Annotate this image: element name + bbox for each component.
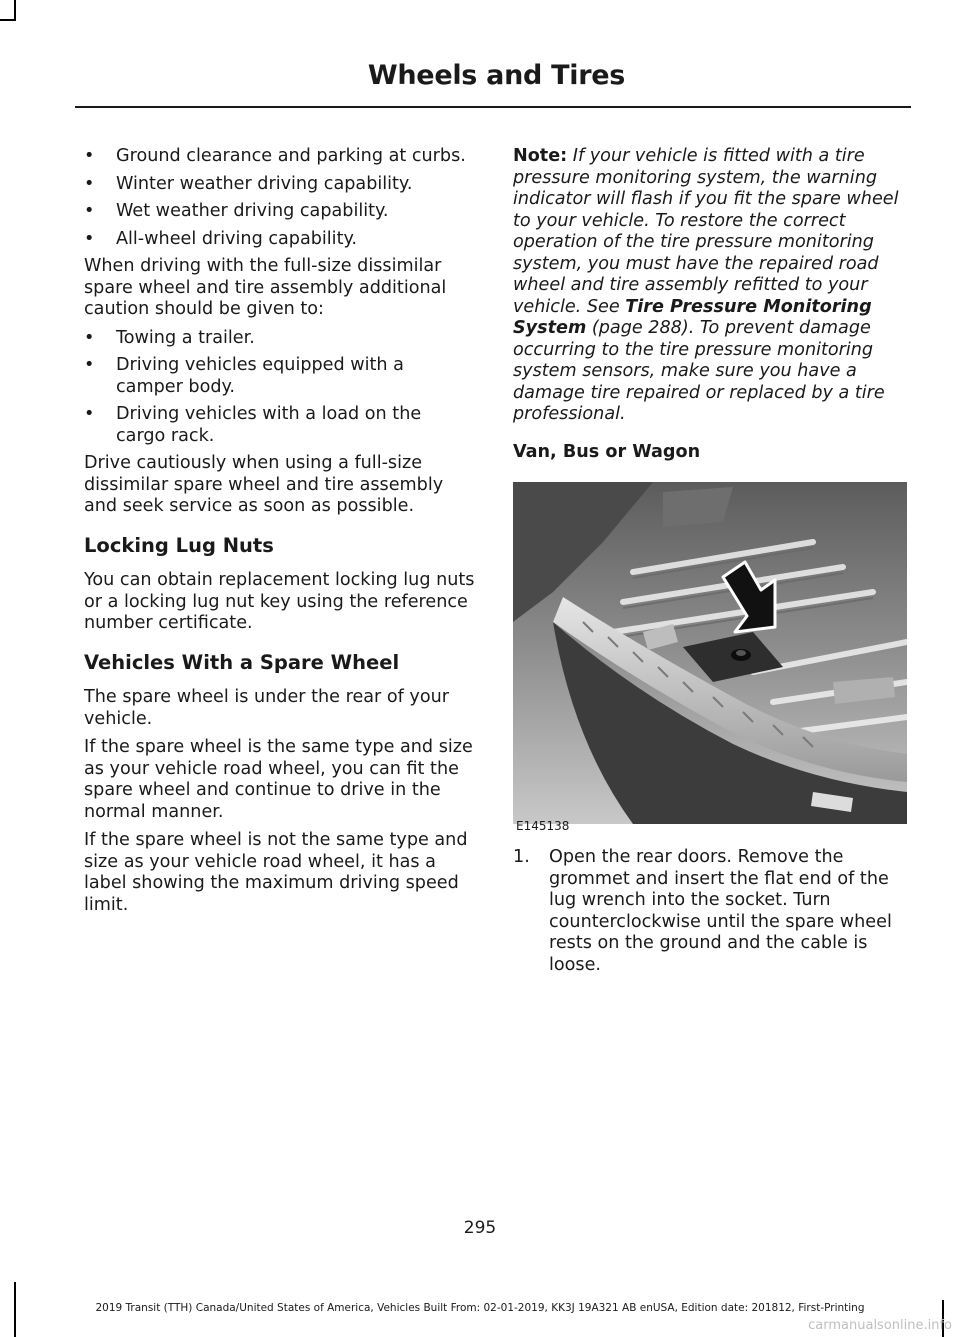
list-item: [84, 328, 476, 350]
note-text-continued: (page 288). To prevent damage occurring to the tire pressure monitoring system sensors, make sure you have a damage tire repaired or replaced by a tire professional.: [513, 318, 885, 424]
bullet-icon: •: [84, 201, 95, 221]
note-text: If your vehicle is fitted with a tire pressure monitoring system, the warning indicator will flash if you fit the spare wheel to your vehicle. To restore the correct operation of the tire pressure monitoring system, you must have the repaired road wheel and tire assembly refitted to your vehicle. See: [513, 146, 899, 317]
list-item: [84, 229, 476, 251]
bullet-icon: •: [84, 327, 95, 348]
right-column: [513, 146, 907, 463]
list-item-text: Towing a trailer.: [116, 327, 255, 348]
list-item-text: All-wheel driving capability.: [116, 228, 357, 249]
paragraph-lug: You can obtain replacement locking lug nuts or a locking lug nut key using the reference number certificate.: [84, 570, 475, 633]
list-item: [84, 201, 476, 223]
cargo-floor-icon: [513, 482, 907, 824]
paragraph-spare-1: The spare wheel is under the rear of your vehicle.: [84, 687, 449, 729]
list-item-text: Ground clearance and parking at curbs.: [116, 146, 466, 166]
bullet-icon: •: [84, 228, 95, 249]
left-column: [84, 146, 476, 923]
step-text: Open the rear doors. Remove the grommet and insert the flat end of the lug wrench into the socket. Turn counterclockwise until the spare wheel rests on the ground and the cable is loose.: [549, 847, 892, 975]
list-item-text: Wet weather driving capability.: [116, 201, 389, 221]
heading-spare-wheel: Vehicles With a Spare Wheel: [84, 650, 400, 674]
step-number: 1.: [513, 847, 530, 867]
note-label: Note:: [513, 146, 568, 166]
step-1: [513, 847, 907, 976]
page-number: 295: [463, 1218, 497, 1238]
header-rule: [75, 106, 911, 108]
subheading-van-bus-wagon: Van, Bus or Wagon: [513, 441, 701, 462]
list-item: [84, 146, 476, 168]
figure-id: E145138: [516, 819, 570, 833]
paragraph-caution: When driving with the full-size dissimilar spare wheel and tire assembly additional caution should be given to:: [84, 256, 447, 319]
crop-mark-top-left-h: [0, 19, 16, 21]
list-item-text: Driving vehicles with a load on the cargo rack.: [116, 404, 422, 446]
note-link[interactable]: Tire Pressure Monitoring System: [513, 296, 872, 338]
list-item: [84, 355, 476, 398]
watermark: carmanualsonline.info: [808, 1318, 952, 1333]
list-item-text: Winter weather driving capability.: [116, 173, 413, 194]
bullet-icon: •: [84, 355, 95, 375]
heading-locking-lug-nuts: Locking Lug Nuts: [84, 533, 274, 557]
bullet-icon: •: [84, 146, 95, 166]
list-item-text: Driving vehicles equipped with a camper body.: [116, 355, 404, 397]
paragraph-spare-3: If the spare wheel is not the same type and size as your vehicle road wheel, it has a label showing the maximum driving speed limit.: [84, 830, 468, 915]
paragraph-spare-2: If the spare wheel is the same type and size as your vehicle road wheel, you can fit the spare wheel and continue to drive in the normal manner.: [84, 737, 473, 822]
list-item: [84, 404, 476, 447]
paragraph-drive: Drive cautiously when using a full-size dissimilar spare wheel and tire assembly and seek service as soon as possible.: [84, 453, 444, 516]
bullet-icon: •: [84, 404, 95, 424]
footer-text: 2019 Transit (TTH) Canada/United States of America, Vehicles Built From: 02-01-2019, KK3J 19A321 AB enUSA, Edition date: 201812, First-Printing: [95, 1302, 865, 1314]
note-paragraph: [513, 146, 907, 426]
page-title: Wheels and Tires: [367, 60, 625, 91]
crop-mark-top-left-v: [14, 0, 16, 20]
bullet-icon: •: [84, 173, 95, 194]
cargo-floor-illustration: [513, 482, 907, 824]
list-item: [84, 174, 476, 196]
